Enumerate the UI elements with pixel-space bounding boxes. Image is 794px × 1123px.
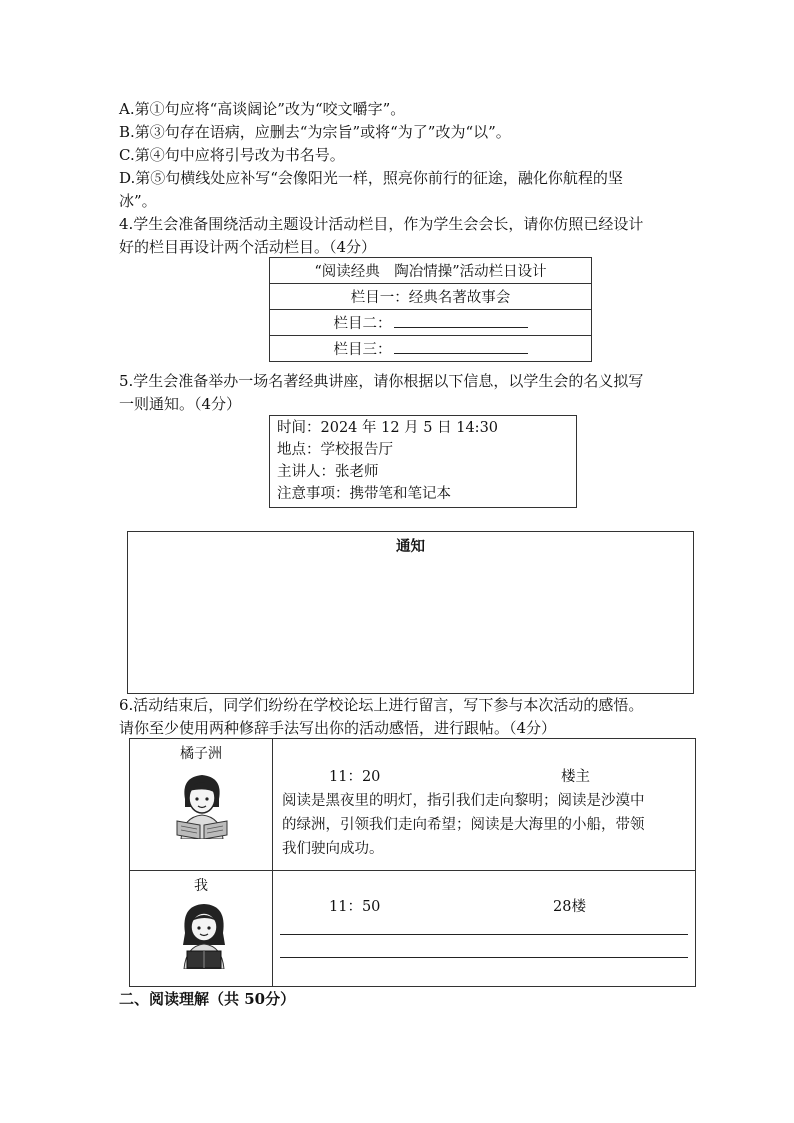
notice-answer-box[interactable] [127,531,694,694]
post1-text-line2: 的绿洲，引领我们走向希望；阅读是大海里的小船，带领 [282,817,645,833]
option-d-line2: 冰”。 [119,192,157,210]
lecture-info-box [269,415,577,508]
column-row-1: 栏目一：经典名著故事会 [270,284,592,310]
q6-prompt-line2: 请你至少使用两种修辞手法写出你的活动感悟，进行跟帖。（4分） [119,719,557,737]
q4-prompt-line2: 好的栏目再设计两个活动栏目。（4分） [119,238,377,256]
info-speaker: 主讲人：张老师 [277,464,379,480]
post2-floor: 28楼 [553,899,586,915]
reply-answer-line-2[interactable] [280,957,688,958]
reply-answer-line-1[interactable] [280,934,688,935]
girl-reading-avatar-icon [175,899,233,969]
q4-prompt-line1: 4.学生会准备围绕活动主题设计活动栏目，作为学生会会长，请你仿照已经设计 [119,215,644,233]
post1-text-line3: 我们驶向成功。 [282,841,384,857]
column-row-2-blank[interactable] [394,313,528,328]
forum-row-divider [130,870,695,871]
q5-prompt-line2: 一则通知。（4分） [119,395,242,413]
post1-username: 橘子洲 [180,746,222,762]
post1-time: 11：20 [329,769,381,785]
post1-floor: 楼主 [561,769,590,785]
option-d-line1: D.第⑤句横线处应补写“会像阳光一样，照亮你前行的征途，融化你航程的坚 [119,169,623,187]
column-row-3-label: 栏目三： [333,342,392,358]
post2-username: 我 [194,878,208,894]
forum-column-divider [272,739,273,986]
forum-table [129,738,696,987]
section-2-title: 二、阅读理解（共 50分） [119,990,296,1008]
option-b: B.第③句存在语病，应删去“为宗旨”或将“为了”改为“以”。 [119,123,511,141]
girl-reading-avatar-icon [173,769,231,839]
column-row-2 [270,310,592,336]
post1-text-line1: 阅读是黑夜里的明灯，指引我们走向黎明；阅读是沙漠中 [282,793,645,809]
column-row-3-blank[interactable] [394,339,528,354]
q5-prompt-line1: 5.学生会准备举办一场名著经典讲座，请你根据以下信息，以学生会的名义拟写 [119,372,644,390]
info-time: 时间：2024 年 12 月 5 日 14:30 [277,420,499,436]
q6-prompt-line1: 6.活动结束后，同学们纷纷在学校论坛上进行留言，写下参与本次活动的感悟。 [119,696,644,714]
column-row-2-label: 栏目二： [333,316,392,332]
option-c: C.第④句中应将引号改为书名号。 [119,146,345,164]
column-design-table [269,257,592,362]
info-notes: 注意事项：携带笔和笔记本 [277,486,451,502]
column-table-title: “阅读经典 陶冶情操”活动栏日设计 [270,258,592,284]
option-a: A.第①句应将“高谈阔论”改为“咬文嚼字”。 [119,100,406,118]
column-row-3 [270,336,592,362]
notice-title: 通知 [396,538,425,555]
info-place: 地点：学校报告厅 [277,442,393,458]
post2-time: 11：50 [329,899,381,915]
